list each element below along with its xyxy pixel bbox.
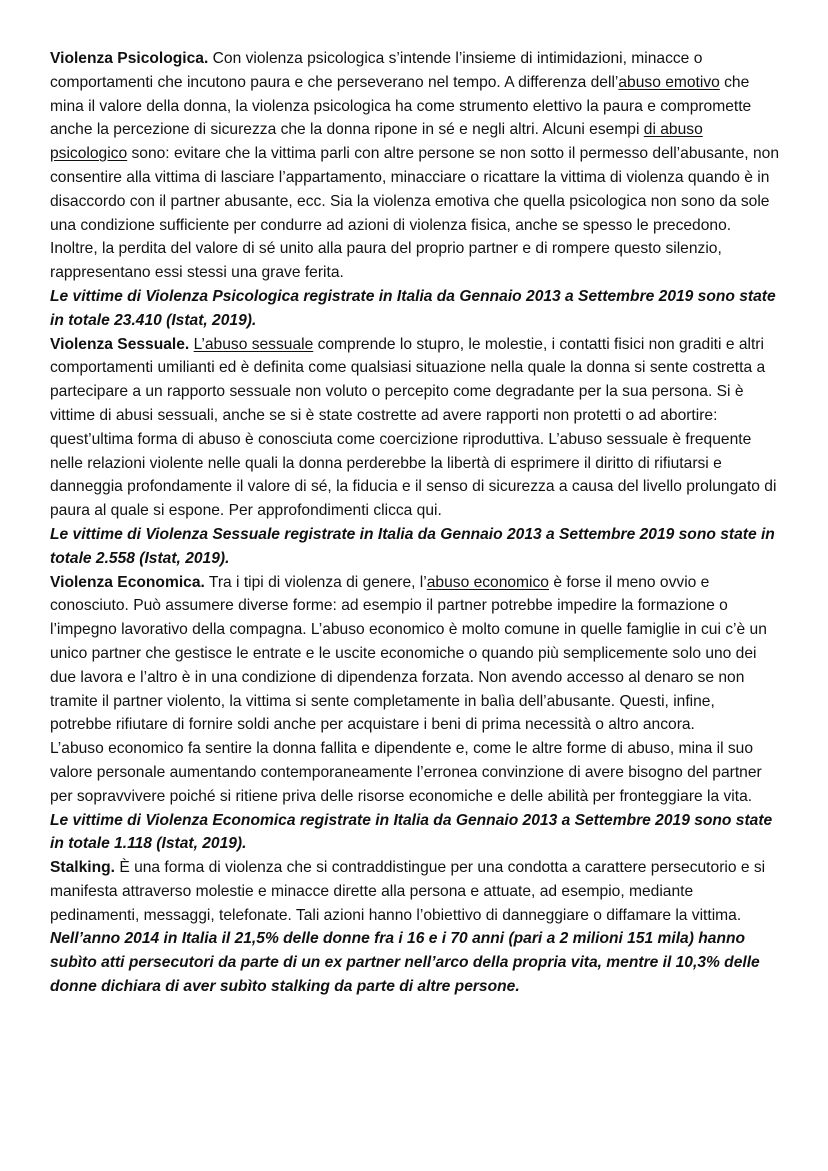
text: sono: evitare che la vittima parli con altre persone se non sotto il permesso dell’abusante, non consentire alla vittima di lasciare l’appartamento, minacciare o ricattare la vittima di violenza quando è in disaccordo con il partner abusante, ecc. Sia la violenza emotiva che quella psicologica non sono da sole una condizione sufficiente per condurre ad azioni di violenza fisica, anche se spesso le precedono. Inoltre, la perdita del valore di sé unito alla paura del proprio partner e di rompere questo silenzio, rappresentano essi stessi una grave ferita.: [50, 145, 779, 282]
paragraph-sessuale: [50, 333, 780, 523]
stat-psicologica: Le vittime di Violenza Psicologica registrate in Italia da Gennaio 2013 a Settembre 2019 sono state in totale 23.410 (Istat, 2019).: [50, 287, 776, 329]
heading-economica: Violenza Economica.: [50, 573, 205, 591]
paragraph-economica-2: L’abuso economico fa sentire la donna fallita e dipendente e, come le altre forme di abuso, mina il suo valore personale aumentando contemporaneamente l’erronea convinzione di avere bisogno del partner per sopravvivere poiché si ritiene priva delle risorse economiche e delle abilità per fronteggiare la vita.: [50, 740, 762, 805]
stat-sessuale: Le vittime di Violenza Sessuale registrate in Italia da Gennaio 2013 a Settembre 2019 sono state in totale 2.558 (Istat, 2019).: [50, 525, 775, 567]
link-abuso-emotivo[interactable]: abuso emotivo: [618, 73, 720, 91]
heading-stalking: Stalking.: [50, 859, 115, 877]
heading-sessuale: Violenza Sessuale.: [50, 335, 190, 353]
stat-economica: Le vittime di Violenza Economica registrate in Italia da Gennaio 2013 a Settembre 2019 sono state in totale 1.118 (Istat, 2019).: [50, 811, 773, 853]
paragraph-stalking: [50, 856, 780, 927]
text: è forse il meno ovvio e conosciuto. Può assumere diverse forme: ad esempio il partner potrebbe impedire la formazione o l’impegno lavorativo della compagna. L’abuso economico è molto comune in quelle famiglie in cui c’è un unico partner che gestisce le entrate e le uscite economiche o quando più semplicemente solo uno dei due lavora e l’altro è in una condizione di dipendenza forzata. Non avendo accesso al denaro se non tramite il partner violento, la vittima si sente completamente in balìa dell’abusante. Questi, infine, potrebbe rifiutare di fornire soldi anche per acquistare i beni di prima necessità o altro ancora.: [50, 573, 767, 734]
link-abuso-sessuale[interactable]: L’abuso sessuale: [193, 335, 314, 353]
section-violenza-psicologica: [50, 47, 780, 333]
section-stalking: [50, 856, 780, 999]
stat-stalking: Nell’anno 2014 in Italia il 21,5% delle donne fra i 16 e i 70 anni (pari a 2 milioni 151 mila) hanno subìto atti persecutori da parte di un ex partner nell’arco della propria vita, mentre il 10,3% delle donne dichiara di aver subìto stalking da parte di altre persone.: [50, 930, 760, 996]
text: È una forma di violenza che si contraddistingue per una condotta a carattere persecutorio e si manifesta attraverso molestie e minacce dirette alla persona e attuate, ad esempio, mediante pedinamenti, messaggi, telefonate. Tali azioni hanno l’obiettivo di danneggiare o diffamare la vittima.: [50, 859, 766, 924]
section-violenza-sessuale: [50, 333, 780, 571]
text: comprende lo stupro, le molestie, i contatti fisici non graditi e altri comportamenti umilianti ed è definita come qualsiasi situazione nella quale la donna si sente costretta a partecipare a un rapporto sessuale non voluto o percepito come degradante per la sua persona. Si è vittime di abusi sessuali, anche se si è state costrette ad avere rapporti non protetti o ad abortire: quest’ultima forma di abuso è conosciuta come coercizione riproduttiva. L’abuso sessuale è frequente nelle relazioni violente nelle quali la donna perderebbe la libertà di esprimere il diritto di rifiutarsi e danneggia profondamente il valore di sé, la fiducia e il senso di sicurezza a causa del livello prolungato di paura al quale si espone. Per approfondimenti clicca qui.: [50, 335, 777, 520]
section-violenza-economica: [50, 571, 780, 857]
heading-psicologica: Violenza Psicologica.: [50, 50, 209, 67]
text: Con violenza psicologica s’intende l’insieme di intimidazioni, minacce o comportamenti che incutono paura e che perseverano nel tempo. A differenza dell’: [50, 50, 703, 91]
paragraph-economica: [50, 571, 780, 738]
link-abuso-economico[interactable]: abuso economico: [426, 573, 549, 591]
text: Tra i tipi di violenza di genere, l’: [204, 573, 427, 591]
paragraph-psicologica: [50, 47, 780, 285]
link-abuso-psicologico[interactable]: di abuso psicologico: [50, 121, 703, 163]
text: che mina il valore della donna, la violenza psicologica ha come strumento elettivo la paura e compromette anche la percezione di sicurezza che la donna ripone in sé e negli altri. Alcuni esempi: [50, 73, 752, 139]
